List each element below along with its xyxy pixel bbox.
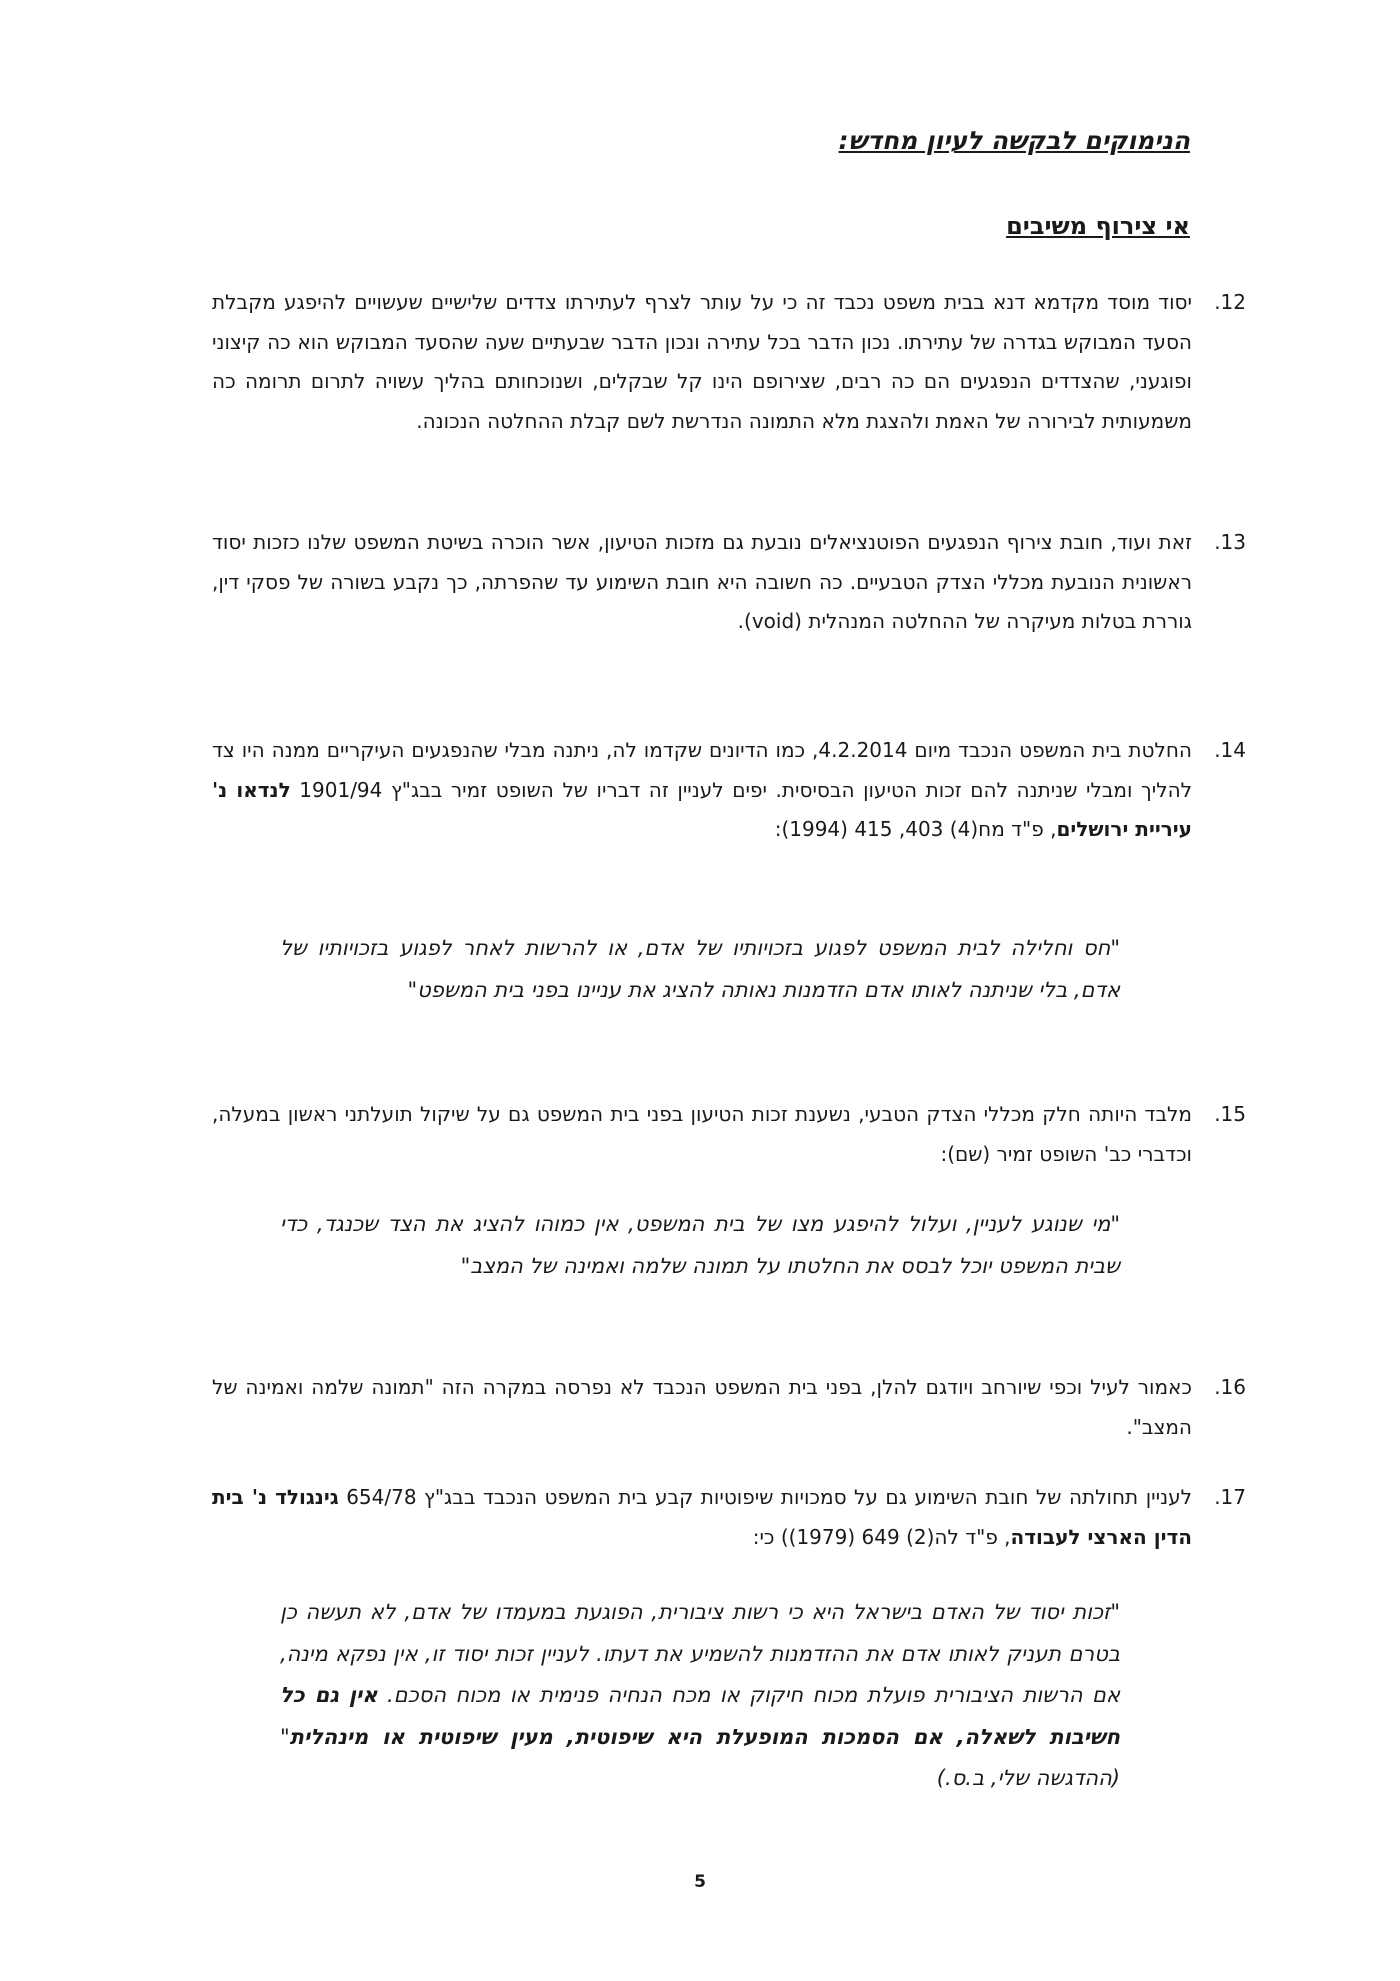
page-number: 5 [694, 1872, 706, 1892]
case-name: גינגולד נ' בית הדין הארצי לעבודה [212, 1485, 1192, 1549]
paragraph-17 [212, 1478, 1246, 1557]
quote-text-cont: " (ההדגשה שלי, ב.ס.) [280, 1724, 1120, 1790]
paragraph-number: 13. [1214, 530, 1246, 554]
quote-17 [280, 1592, 1120, 1800]
paragraph-16 [212, 1368, 1246, 1447]
paragraph-text-cont: , פ"ד לה(2) 649 (1979)) כי: [752, 1524, 1011, 1549]
paragraph-15 [212, 1095, 1246, 1174]
paragraph-text-cont: , פ"ד מח(4) 403, 415 (1994): [774, 817, 1057, 841]
paragraph-text: זאת ועוד, חובת צירוף הנפגעים הפוטנציאלים נובעת גם מזכות הטיעון, אשר הוכרה בשיטת המשפט שלנו כזכות יסוד ראשונית הנובעת מכללי הצדק הטבעיים. כה חשובה היא חובת השימוע עד שהפרתה, כך נקבע בשורה של פסקי דין, גוררת בטלות מעיקרה של ההחלטה המנהלית (void). [212, 530, 1192, 633]
paragraph-number: 15. [1214, 1102, 1246, 1126]
section-heading: אי צירוף משיבים [1006, 212, 1190, 240]
quote-14: "חס וחלילה לבית המשפט לפגוע בזכויותיו של אדם, או להרשות לאחר לפגוע בזכויותיו של אדם, בלי שניתנה לאותו אדם הזדמנות נאותה להציג את עניינו בפני בית המשפט" [280, 936, 1120, 1002]
paragraph-12 [212, 283, 1246, 441]
paragraph-number: 12. [1214, 290, 1246, 314]
paragraph-number: 17. [1214, 1485, 1246, 1509]
paragraph-13 [212, 523, 1246, 642]
paragraph-text: כאמור לעיל וכפי שיורחב ויודגם להלן, בפני בית המשפט הנכבד לא נפרסה במקרה הזה "תמונה שלמה ואמינה של המצב". [212, 1375, 1192, 1439]
paragraph-text: החלטת בית המשפט הנכבד מיום 4.2.2014, כמו הדיונים שקדמו לה, ניתנה מבלי שהנפגעים העיקריים ממנה היו צד להליך ומבלי שניתנה להם זכות הטיעון הבסיסית. יפים לעניין זה דבריו של השופט זמיר בבג"ץ 1901/94 [212, 738, 1193, 802]
paragraph-text: מלבד היותה חלק מכללי הצדק הטבעי, נשענת זכות הטיעון בפני בית המשפט גם על שיקול תועלתני ראשון במעלה, וכדברי כב' השופט זמיר (שם): [212, 1102, 1192, 1166]
paragraph-number: 14. [1214, 738, 1246, 762]
paragraph-14 [212, 731, 1246, 850]
quote-emphasis: אין גם כל חשיבות לשאלה, אם הסמכות המופעלת היא שיפוטית, מעין שיפוטית או מינהלית [280, 1683, 1120, 1749]
quote-15: "מי שנוגע לעניין, ועלול להיפגע מצו של בית המשפט, אין כמוהו להציג את הצד שכנגד, כדי שבית המשפט יוכל לבסס את החלטתו על תמונה שלמה ואמינה של המצב" [280, 1212, 1120, 1278]
main-heading: הנימוקים לבקשה לעיון מחדש: [838, 126, 1190, 155]
paragraph-text: לעניין תחולתה של חובת השימוע גם על סמכויות שיפוטיות קבע בית המשפט הנכבד בבג"ץ 654/78 [338, 1485, 1192, 1509]
case-name: לנדאו נ' עיריית ירושלים [212, 777, 1192, 841]
paragraph-number: 16. [1214, 1375, 1246, 1399]
paragraph-text: יסוד מוסד מקדמא דנא בבית משפט נכבד זה כי על עותר לצרף לעתירתו צדדים שלישיים שעשויים להיפגע מקבלת הסעד המבוקש בגדרה של עתירתו. נכון הדבר בכל עתירה ונכון הדבר שבעתיים שעה שהסעד המבוקש הוא כה קיצוני ופוגעני, שהצדדים הנפגעים הם כה רבים, שצירופם הינו קל שבקלים, ושנוכחותם בהליך עשויה לתרום תרומה כה משמעותית לבירורה של האמת ולהצגת מלא התמונה הנדרשת לשם קבלת ההחלטה הנכונה. [212, 290, 1192, 433]
quote-text: "זכות יסוד של האדם בישראל היא כי רשות ציבורית, הפוגעת במעמדו של אדם, לא תעשה כן בטרם תעניק לאותו אדם את ההזדמנות להשמיע את דעתו. לעניין זכות יסוד זו, אין נפקא מינה, אם הרשות הציבורית פועלת מכוח חיקוק או מכח הנחיה פנימית או מכוח הסכם. [280, 1600, 1121, 1707]
